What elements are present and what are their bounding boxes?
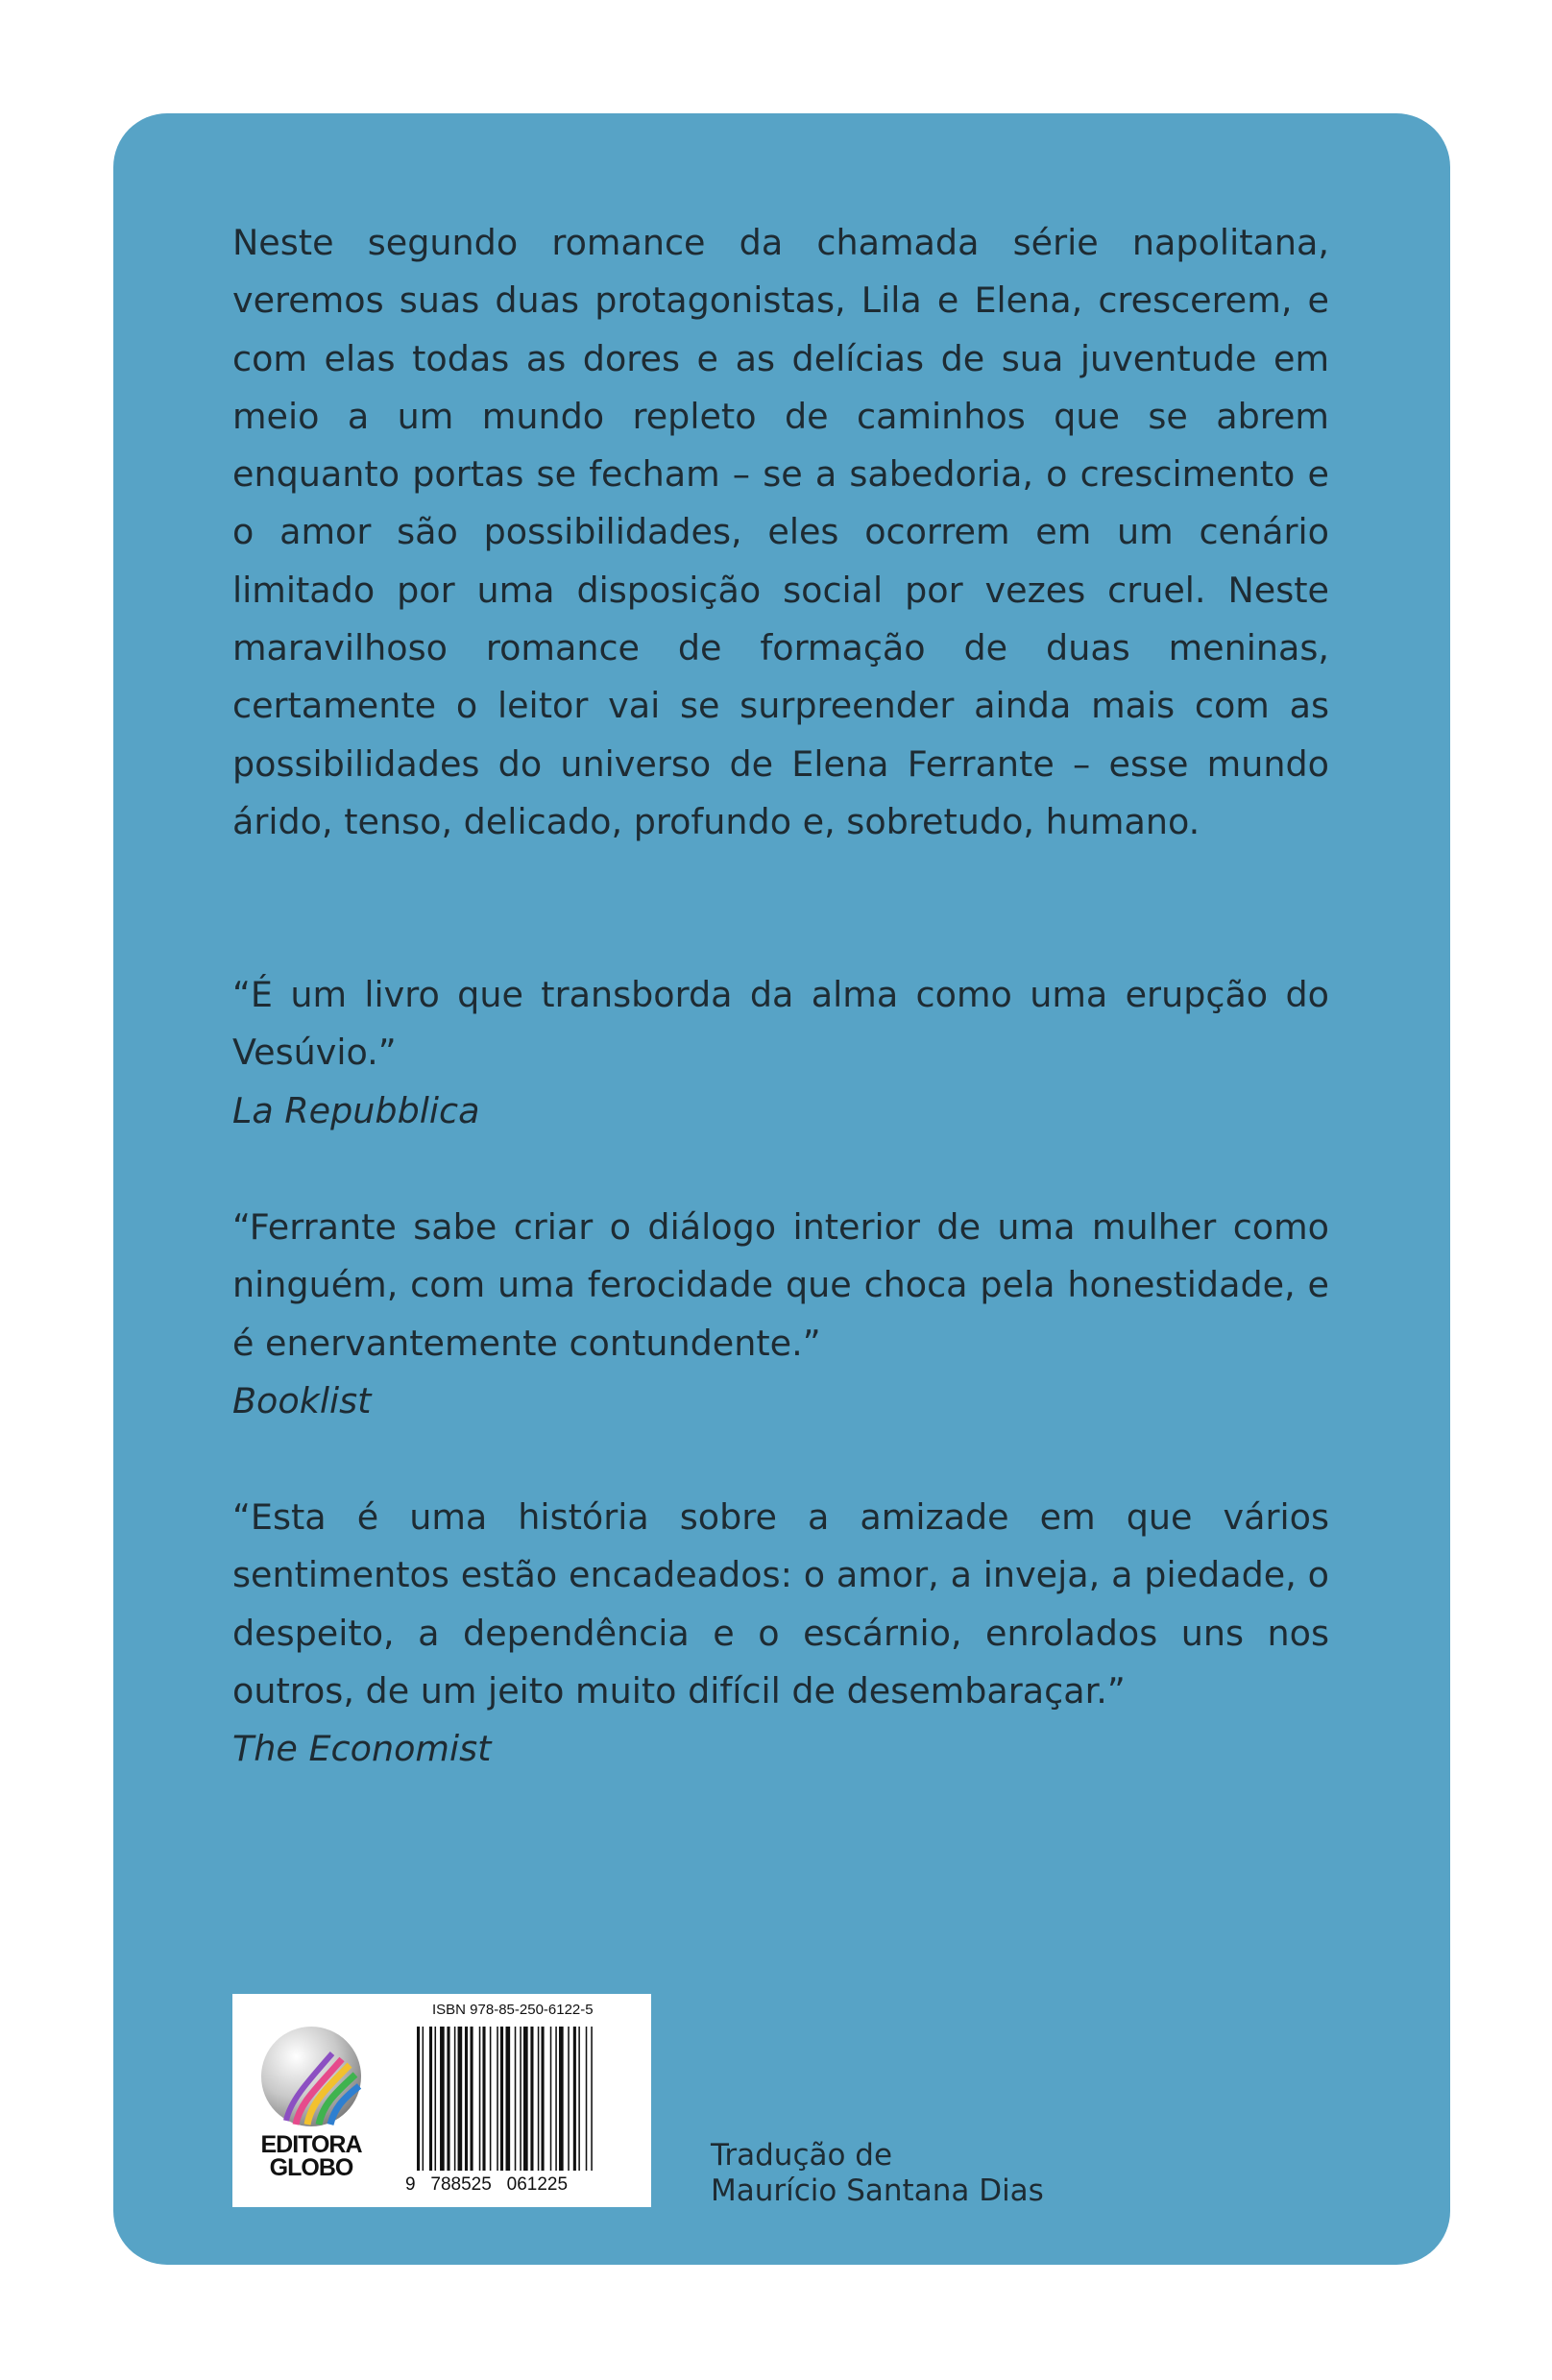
barcode	[417, 2027, 632, 2171]
barcode-bar	[520, 2027, 521, 2171]
barcode-bar	[568, 2027, 570, 2171]
barcode-bar	[479, 2027, 481, 2171]
quote-text: “Ferrante sabe criar o diálogo interior de uma mulher como ninguém, com uma ferocidade que choca pela honestidade, e é enervantemente contundente.”	[232, 1206, 1329, 1364]
barcode-box	[232, 1994, 651, 2207]
barcode-bar	[497, 2027, 498, 2171]
quote-block	[232, 1489, 1329, 1778]
isbn-label: ISBN 978-85-250-6122-5	[432, 2002, 594, 2018]
barcode-bar	[550, 2027, 552, 2171]
barcode-bar	[542, 2027, 545, 2171]
barcode-bar	[555, 2027, 557, 2171]
barcode-bar	[482, 2027, 485, 2171]
quote-source: Booklist	[232, 1379, 372, 1421]
barcode-bar	[490, 2027, 492, 2171]
barcode-bar	[417, 2027, 420, 2171]
barcode-bar	[515, 2027, 517, 2171]
barcode-bar	[447, 2027, 449, 2171]
barcode-bar	[573, 2027, 576, 2171]
barcode-bar	[591, 2027, 593, 2171]
barcode-bar	[578, 2027, 580, 2171]
credits-line-2: Maurício Santana Dias	[711, 2174, 1044, 2208]
barcode-bar	[586, 2027, 588, 2171]
logo-line-1: EDITORA	[260, 2131, 362, 2158]
barcode-bar	[523, 2027, 528, 2171]
quote-source: La Repubblica	[232, 1089, 480, 1131]
barcode-bar	[500, 2027, 503, 2171]
quote-text: “É um livro que transborda da alma como uma erupção do Vesúvio.”	[232, 974, 1329, 1074]
barcode-bar	[471, 2027, 473, 2171]
translation-credits	[711, 2138, 1044, 2209]
barcode-bar	[429, 2027, 432, 2171]
synopsis-text: Neste segundo romance da chamada série napolitana, veremos suas duas protagonistas, Lila e Elena, crescerem, e com elas todas as dores e as delícias de sua juventude em meio a um mundo repleto de caminhos que se abrem enquanto portas se fecham – se a sabedoria, o crescimento e o amor são possibilidades, eles ocorrem em um cenário limitado por uma disposição social por vezes cruel. Neste maravilhoso romance de formação de duas meninas, certamente o leitor vai se surpreender ainda mais com as possibilidades do universo de Elena Ferrante – esse mundo árido, tenso, delicado, profundo e, sobretudo, humano.	[232, 222, 1329, 842]
globe-icon	[257, 2021, 365, 2134]
credits-line-1: Tradução de	[711, 2138, 893, 2173]
barcode-bar	[440, 2027, 445, 2171]
barcode-bar	[435, 2027, 437, 2171]
barcode-bar	[530, 2027, 533, 2171]
barcode-bar	[454, 2027, 456, 2171]
quote-block	[232, 1199, 1329, 1430]
barcode-bar	[458, 2027, 463, 2171]
quote-text: “Esta é uma história sobre a amizade em que vários sentimentos estão encadeados: o amor, a inveja, a piedade, o despeito, a dependência e o escárnio, enrolados uns nos outros, de um jeito muito difícil de desembaraçar.”	[232, 1496, 1329, 1712]
logo-line-2: GLOBO	[269, 2154, 353, 2181]
barcode-bar	[465, 2027, 468, 2171]
barcode-bar	[506, 2027, 511, 2171]
quote-source: The Economist	[232, 1728, 492, 1770]
barcode-bar	[423, 2027, 424, 2171]
barcode-bar	[538, 2027, 540, 2171]
barcode-bar	[559, 2027, 564, 2171]
quote-block	[232, 966, 1329, 1140]
publisher-logo	[257, 2021, 365, 2184]
barcode-digits: 9 788525 061225	[405, 2174, 569, 2195]
